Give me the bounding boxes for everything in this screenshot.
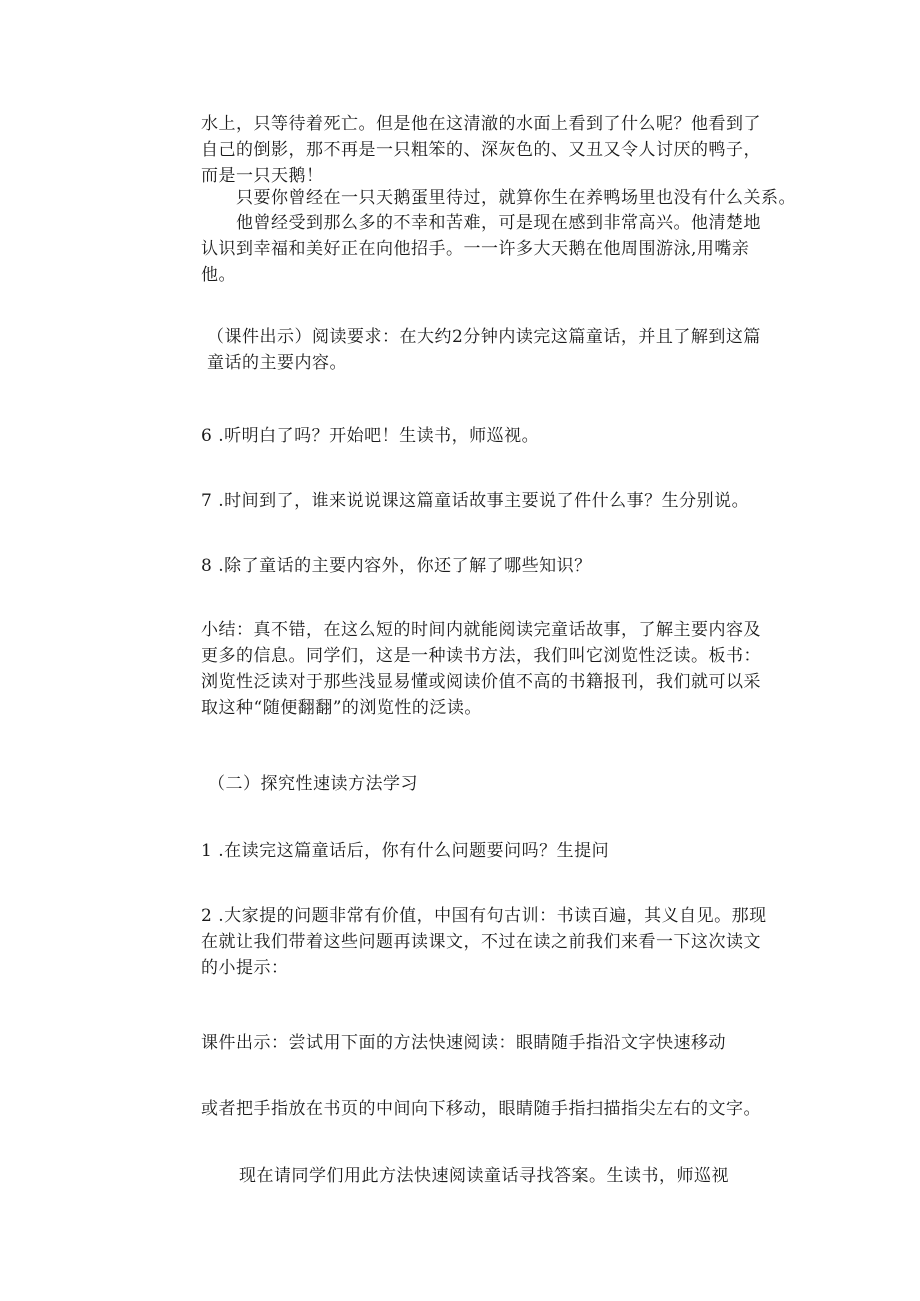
paragraph-reading-requirement: （课件出示）阅读要求：在大约2分钟内读完这篇童话，并且了解到这篇童话的主要内容。 — [207, 327, 761, 373]
step-1: 1 .在读完这篇童话后，你有什么问题要问吗？生提问 — [201, 841, 610, 861]
paragraph-practice-instruction: 现在请同学们用此方法快速阅读童话寻找答案。生读书，师巡视 — [239, 1166, 729, 1186]
step-2: 2 .大家提的问题非常有价值，中国有句古训：书读百遍，其义自见。那现在就让我们带着这些问题再读课文，不过在读之前我们来看一下这次读文的小提示： — [201, 906, 767, 978]
paragraph-finger-method: 或者把手指放在书页的中间向下移动，眼睛随手指扫描指尖左右的文字。 — [201, 1099, 761, 1119]
step-8: 8 .除了童话的主要内容外，你还了解了哪些知识？ — [201, 556, 592, 576]
paragraph-summary: 小结：真不错，在这么短的时间内就能阅读完童话故事，了解主要内容及更多的信息。同学们，这是一种读书方法，我们叫它浏览性泛读。板书：浏览性泛读对于那些浅显易懂或阅读价值不高的书籍报刊，我们就可以采取这种“随便翻翻”的浏览性的泛读。 — [201, 620, 761, 718]
step-6: 6 .听明白了吗？开始吧！生读书，师巡视。 — [201, 426, 540, 446]
section-heading-exploratory-reading: （二）探究性速读方法学习 — [208, 774, 418, 794]
paragraph-swan-reflection: 水上，只等待着死亡。但是他在这清澈的水面上看到了什么呢？他看到了自己的倒影，那不再是一只粗笨的、深灰色的、又丑又令人讨厌的鸭子，而是一只天鹅！ — [201, 114, 761, 186]
paragraph-courseware-tip: 课件出示：尝试用下面的方法快速阅读：眼睛随手指沿文字快速移动 — [201, 1033, 726, 1053]
paragraph-happiness: 他曾经受到那么多的不幸和苦难，可是现在感到非常高兴。他清楚地认识到幸福和美好正在向他招手。一一许多大天鹅在他周围游泳,用嘴亲他。 — [201, 213, 761, 285]
paragraph-swan-egg: 只要你曾经在一只天鹅蛋里待过，就算你生在养鸭场里也没有什么关系。 — [236, 188, 796, 208]
step-7: 7 .时间到了，谁来说说课这篇童话故事主要说了件什么事？生分别说。 — [201, 491, 750, 511]
